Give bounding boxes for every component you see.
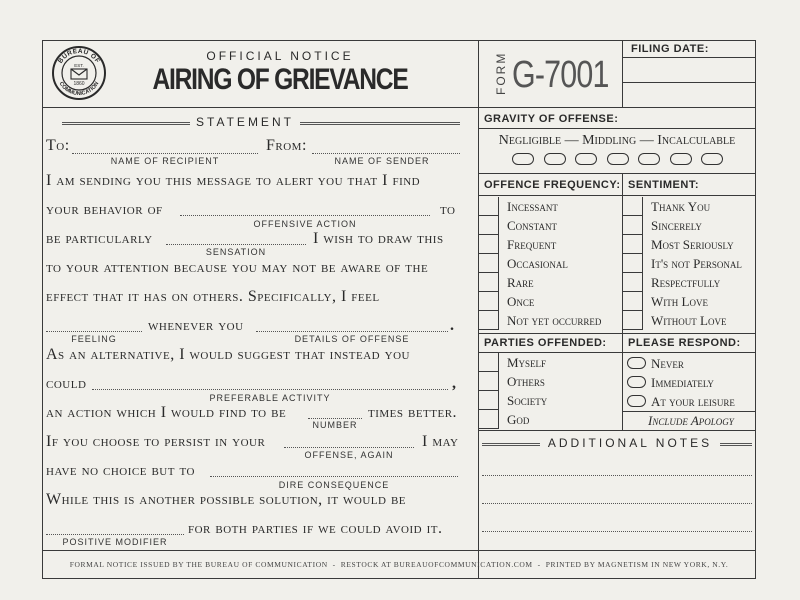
notes-top-rule [478, 430, 756, 431]
sentiment-checkbox-4[interactable] [623, 254, 643, 273]
notes-rule-right [720, 443, 752, 446]
sensation-label: SENSATION [205, 247, 267, 257]
statement-line-10b: I may [422, 433, 459, 450]
statement-line-6: whenever you [148, 317, 244, 334]
form-prefix: FORM [494, 51, 508, 95]
frequency-option-3: Frequent [507, 237, 557, 252]
statement-line-8: could [46, 375, 87, 392]
statement-line-9b: times better. [368, 404, 458, 421]
parties-checkbox-3[interactable] [479, 391, 499, 410]
sensation-field[interactable] [166, 244, 306, 245]
respond-radio-3[interactable] [627, 395, 646, 407]
frequency-checkbox-7[interactable] [479, 311, 499, 330]
statement-line-4: to your attention because you may not be aware of the [46, 259, 429, 276]
statement-line-5: effect that it has on others. Specifically, I feel [46, 288, 380, 305]
statement-line-11: have no choice but to [46, 462, 195, 479]
frequency-checkbox-1[interactable] [479, 197, 499, 216]
sentiment-checkbox-6[interactable] [623, 292, 643, 311]
form-number-divider [622, 40, 623, 107]
statement-line-7: As an alternative, I would suggest that instead you [46, 346, 410, 363]
parties-option-4: God [507, 412, 530, 427]
preferable-activity-field[interactable] [92, 389, 448, 390]
parties-checkbox-4[interactable] [479, 410, 499, 429]
page-title: AIRING OF GRIEVANCE [152, 63, 408, 96]
sentiment-heading: SENTIMENT: [628, 179, 699, 191]
sentiment-option-6: With Love [651, 294, 708, 309]
sentiment-option-2: Sincerely [651, 218, 702, 233]
sender-field[interactable] [312, 153, 460, 154]
dire-consequence-field[interactable] [210, 476, 458, 477]
notice-kicker: OFFICIAL NOTICE [206, 49, 354, 63]
frequency-heading-rule [478, 195, 756, 196]
frequency-option-5: Rare [507, 275, 534, 290]
gravity-bubble-5[interactable] [638, 153, 660, 165]
feeling-label: FEELING [71, 334, 117, 344]
statement-line-6-end: . [450, 317, 455, 334]
footer-text: FORMAL NOTICE ISSUED BY THE BUREAU OF COMMUNICATION - RESTOCK AT BUREAUOFCOMMUNICATION.COM - PRINTED BY MAGNETISM IN NEW YORK, N.Y. [69, 560, 729, 569]
respond-option-1: Never [651, 356, 684, 371]
sentiment-checkbox-1[interactable] [623, 197, 643, 216]
frequency-checkbox-2[interactable] [479, 216, 499, 235]
gravity-rule [478, 128, 756, 129]
frequency-checkbox-4[interactable] [479, 254, 499, 273]
to-label: To: [46, 137, 70, 154]
offense-again-field[interactable] [284, 447, 414, 448]
statement-rule-left [62, 122, 190, 125]
offensive-action-label: OFFENSIVE ACTION [253, 219, 357, 229]
from-label: From: [266, 137, 307, 154]
parties-checkbox-2[interactable] [479, 372, 499, 391]
statement-line-3a: be particularly [46, 230, 153, 247]
sender-label: NAME OF SENDER [334, 156, 430, 166]
parties-option-1: Myself [507, 355, 547, 370]
statement-line-10a: If you choose to persist in your [46, 433, 266, 450]
seal-icon [51, 45, 107, 101]
parties-heading: PARTIES OFFENDED: [484, 337, 607, 349]
offensive-action-field[interactable] [180, 215, 430, 216]
frequency-option-2: Constant [507, 218, 557, 233]
gravity-bubble-7[interactable] [701, 153, 723, 165]
respond-option-2: Immediately [651, 375, 714, 390]
frequency-option-1: Incessant [507, 199, 558, 214]
positive-modifier-field[interactable] [46, 534, 184, 535]
frequency-option-7: Not yet occurred [507, 313, 602, 328]
respond-radio-1[interactable] [627, 357, 646, 369]
statement-line-2a: your behavior of [46, 201, 163, 218]
sentiment-option-5: Respectfully [651, 275, 721, 290]
sentiment-checkbox-3[interactable] [623, 235, 643, 254]
details-field[interactable] [256, 331, 448, 332]
seal-year: 1860 [73, 81, 85, 87]
notes-heading: ADDITIONAL NOTES [547, 436, 713, 450]
parties-heading-rule [478, 352, 756, 353]
statement-line-9a: an action which I would find to be [46, 404, 287, 421]
number-label: NUMBER [312, 420, 358, 430]
gravity-bubble-1[interactable] [512, 153, 534, 165]
filing-date-label: FILING DATE: [631, 43, 709, 55]
sentiment-checkbox-5[interactable] [623, 273, 643, 292]
details-label: DETAILS OF OFFENSE [294, 334, 410, 344]
notes-line-3[interactable] [482, 531, 752, 532]
sentiment-option-1: Thank You [651, 199, 711, 214]
recipient-label: NAME OF RECIPIENT [110, 156, 220, 166]
number-field[interactable] [308, 418, 362, 419]
gravity-heading: GRAVITY OF OFFENSE: [484, 113, 619, 125]
parties-top-rule [478, 333, 756, 334]
filing-date-field[interactable] [624, 59, 754, 81]
frequency-option-4: Occasional [507, 256, 568, 271]
parties-checkbox-1[interactable] [479, 353, 499, 372]
parties-option-3: Society [507, 393, 548, 408]
frequency-checkbox-3[interactable] [479, 235, 499, 254]
seal-est: EST. [74, 63, 84, 68]
statement-line-13: for both parties if we could avoid it. [188, 520, 443, 537]
statement-rule-right [300, 122, 460, 125]
notes-line-2[interactable] [482, 503, 752, 504]
footer-rule [42, 550, 756, 551]
frequency-option-6: Once [507, 294, 535, 309]
frequency-heading: OFFENCE FREQUENCY: [484, 179, 621, 191]
frequency-checkbox-6[interactable] [479, 292, 499, 311]
statement-heading: STATEMENT [196, 115, 294, 129]
gravity-bubble-2[interactable] [544, 153, 566, 165]
frequency-top-rule [478, 173, 756, 174]
filing-date-underline [622, 57, 756, 58]
offense-again-label: OFFENSE, AGAIN [304, 450, 394, 460]
filing-date-rule [622, 82, 756, 83]
apology-rule [622, 411, 756, 412]
recipient-field[interactable] [72, 153, 258, 154]
preferable-activity-label: PREFERABLE ACTIVITY [209, 393, 331, 403]
statement-line-12: While this is another possible solution, it would be [46, 491, 407, 508]
respond-heading: PLEASE RESPOND: [628, 337, 741, 349]
statement-line-2b: to [440, 201, 456, 218]
header-divider [42, 107, 756, 108]
gravity-bubble-4[interactable] [607, 153, 629, 165]
seal-bottom-text: COMMUNICATION [57, 81, 101, 98]
notes-rule-left [482, 443, 540, 446]
statement-line-8-end: , [452, 375, 457, 392]
sentiment-checkbox-7[interactable] [623, 311, 643, 330]
gravity-bubble-3[interactable] [575, 153, 597, 165]
bureau-seal [51, 45, 107, 101]
sentiment-checkbox-2[interactable] [623, 216, 643, 235]
statement-line-1: I am sending you this message to alert you that I find [46, 172, 421, 189]
frequency-checkbox-5[interactable] [479, 273, 499, 292]
gravity-scale: Negligible — Middling — Incalculable [498, 133, 736, 148]
gravity-bubbles [512, 153, 722, 167]
sentiment-option-7: Without Love [651, 313, 727, 328]
statement-line-3b: I wish to draw this [313, 230, 444, 247]
sentiment-option-4: It's not Personal [651, 256, 742, 271]
sentiment-option-3: Most Seriously [651, 237, 734, 252]
dire-consequence-label: DIRE CONSEQUENCE [278, 480, 390, 490]
gravity-bubble-6[interactable] [670, 153, 692, 165]
form-number: G-7001 [512, 54, 609, 96]
notes-line-1[interactable] [482, 475, 752, 476]
parties-option-2: Others [507, 374, 545, 389]
positive-modifier-label: POSITIVE MODIFIER [62, 537, 168, 547]
feeling-field[interactable] [46, 331, 142, 332]
seal-top-text: BUREAU OF [57, 47, 101, 65]
respond-option-3: At your leisure [651, 394, 735, 409]
include-apology-option[interactable]: Include Apology [648, 413, 734, 428]
respond-radio-2[interactable] [627, 376, 646, 388]
